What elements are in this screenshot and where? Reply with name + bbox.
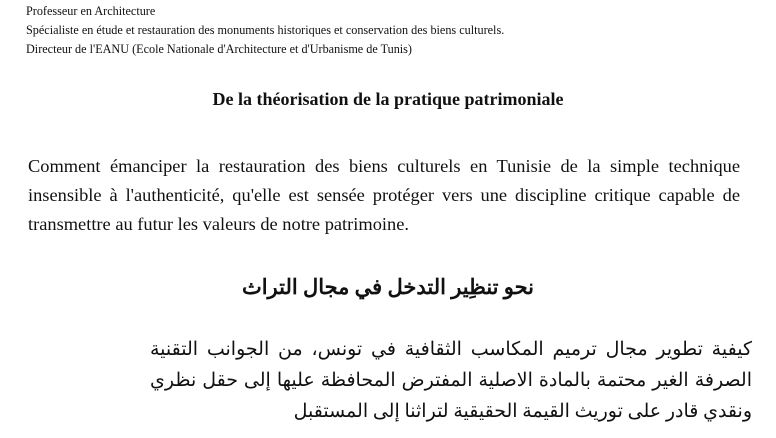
french-title: De la théorisation de la pratique patrimoniale <box>212 89 564 109</box>
author-credentials <box>26 2 504 59</box>
author-title-line: Professeur en Architecture <box>26 4 156 18</box>
arabic-title: نحو تنظِير التدخل في مجال التراث <box>241 275 535 299</box>
french-paragraph: Comment émanciper la restauration des biens culturels en Tunisie de la simple technique insensible à l'authenticité, qu'elle est sensée protéger vers une discipline critique capable de transmettre au futur les valeurs de notre patrimoine. <box>28 156 740 234</box>
arabic-paragraph: كيفية تطوير مجال ترميم المكاسب الثقافية في تونس، من الجوانب التقنية الصرفة الغير محتمة بالمادة الاصلية المفترض المحافظة عليها إلى حقل نظري ونقدي قادر على توريث القيمة الحقيقية لتراثنا إلى المستقبل <box>150 339 752 422</box>
author-specialty-line: Spécialiste en étude et restauration des monuments historiques et conservation des biens culturels. <box>26 23 505 37</box>
author-position-line: Directeur de l'EANU (Ecole Nationale d'Architecture et d'Urbanisme de Tunis) <box>26 42 412 56</box>
